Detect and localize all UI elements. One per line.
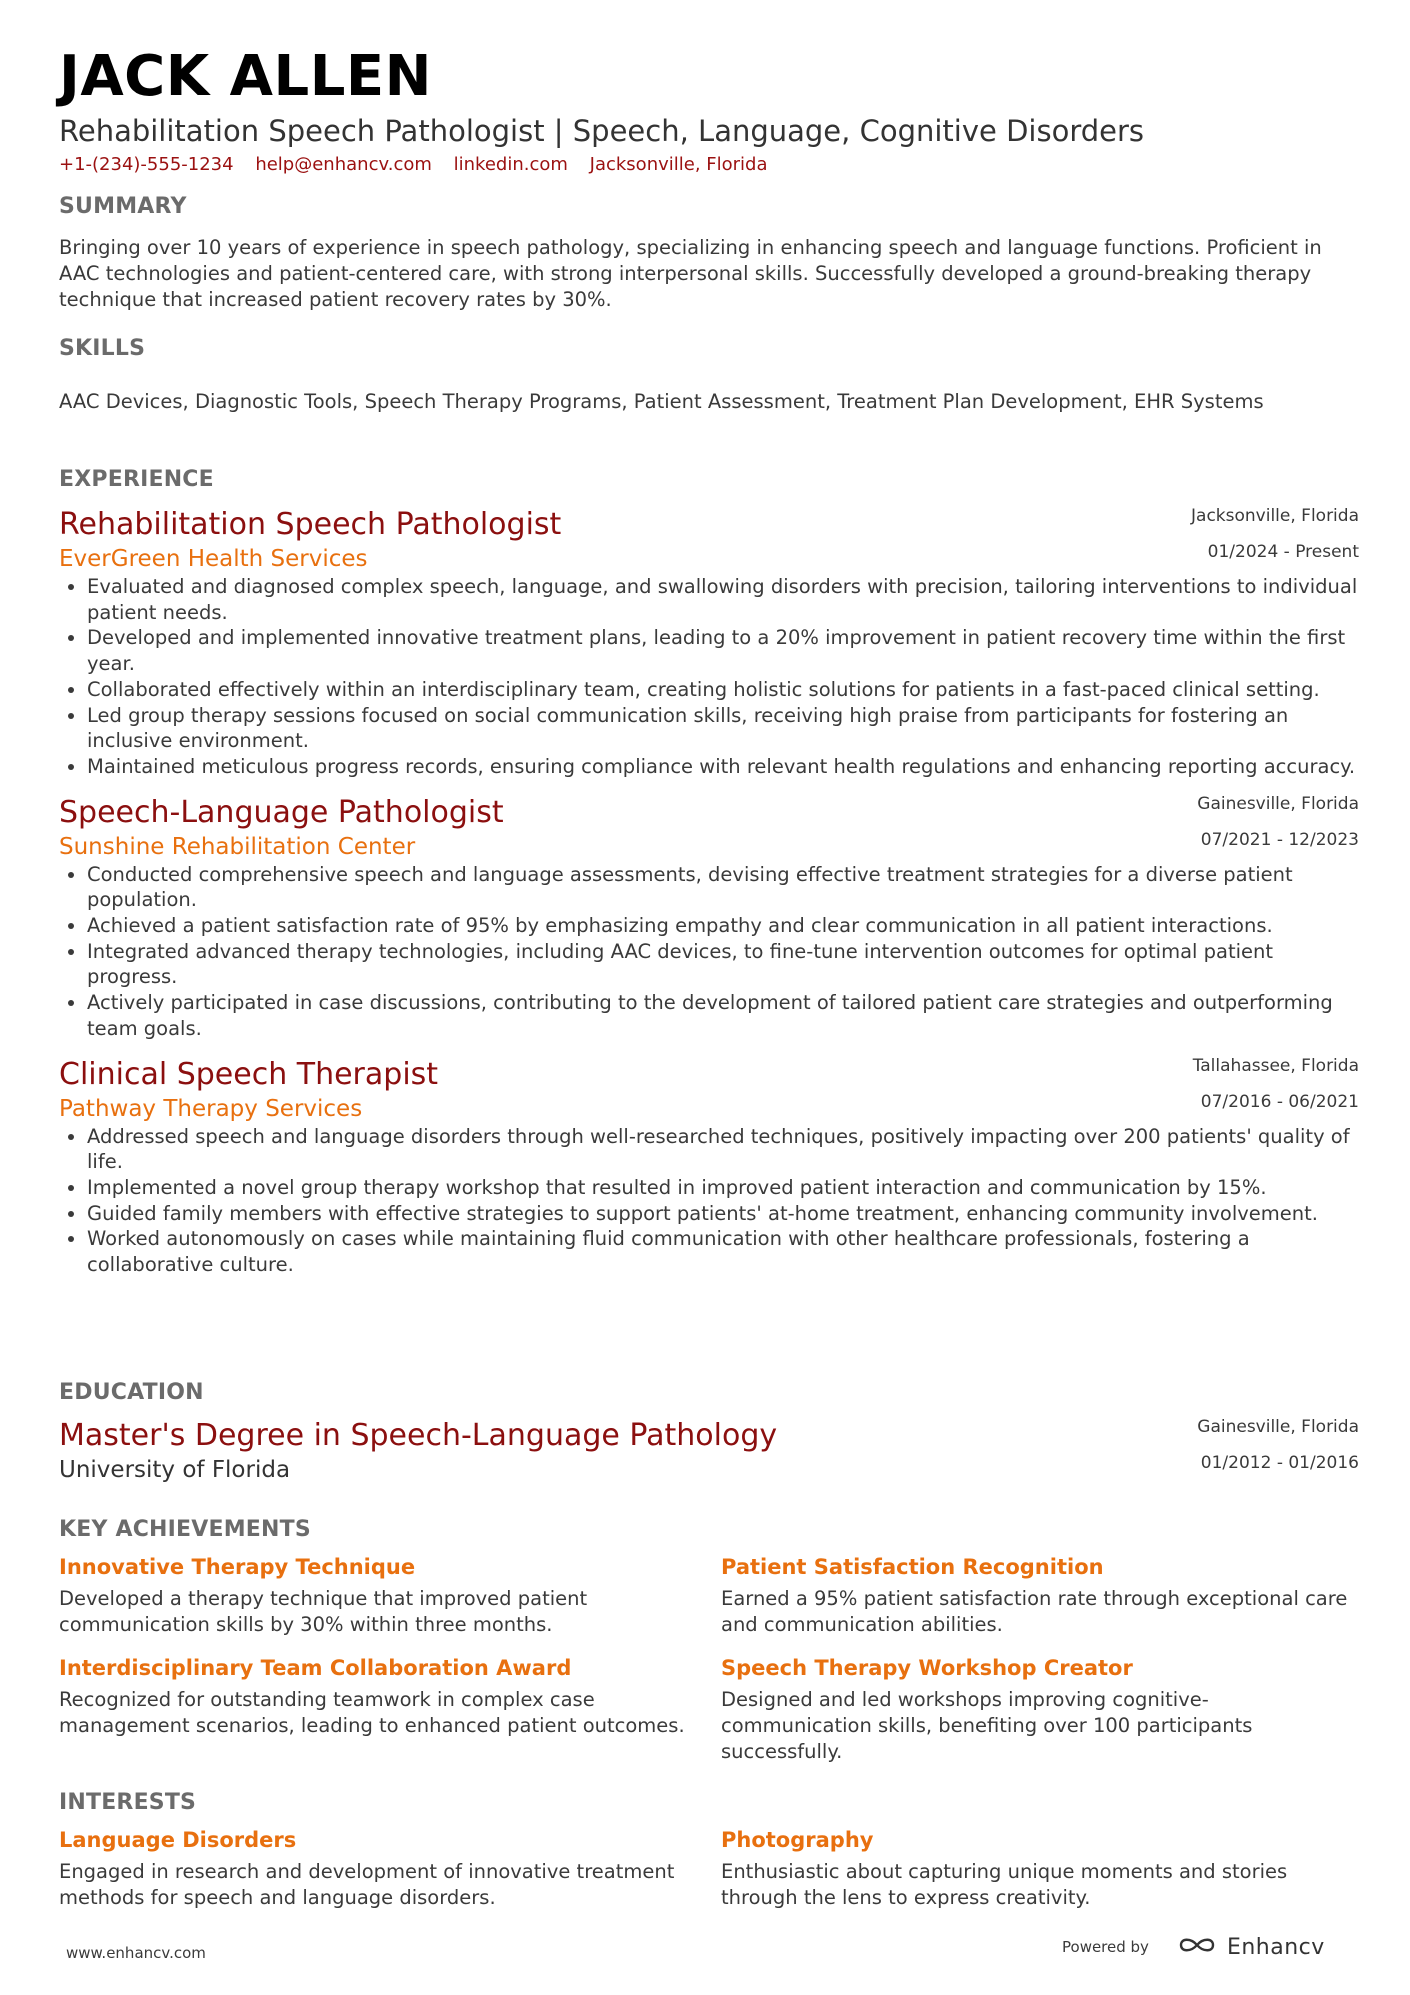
interest-item xyxy=(721,1825,1359,1910)
bullet-item: • Collaborated effectively within an interdisciplinary team, creating holistic solutions for patients in a fast-paced clinical setting. xyxy=(87,677,1359,703)
education-section xyxy=(59,1380,1359,1485)
job-location: Tallahassee, Florida xyxy=(1192,1055,1359,1076)
education-location: Gainesville, Florida xyxy=(1197,1417,1359,1437)
enhancv-logo-icon xyxy=(1175,1934,1219,1960)
interests-grid xyxy=(59,1825,1359,1926)
job-title: Rehabilitation Speech Pathologist xyxy=(59,507,562,542)
achievement-item xyxy=(59,1653,721,1764)
powered-by-label: Powered by xyxy=(1062,1938,1149,1956)
resume-page xyxy=(59,42,1359,1909)
summary-text: Bringing over 10 years of experience in speech pathology, specializing in enhancing speech and language functions. Proficient in AAC technologies and patient-centered care, with strong interpersonal skills. Successfully developed a ground-breaking therapy technique that increased patient recovery rates by 30%. xyxy=(59,236,1322,311)
phone-link[interactable]: +1-(234)-555-1234 xyxy=(59,154,234,175)
achievement-title: Interdisciplinary Team Collaboration Award xyxy=(59,1656,572,1681)
job-dates: 07/2016 - 06/2021 xyxy=(1200,1091,1359,1112)
achievement-desc: Designed and led workshops improving cognitive-communication skills, benefiting over 100 participants successfully. xyxy=(721,1688,1253,1763)
achievement-item xyxy=(721,1552,1359,1637)
job-entry xyxy=(59,1056,1359,1278)
bullet-item: • Led group therapy sessions focused on social communication skills, receiving high praise from participants for fostering an inclusive environment. xyxy=(87,703,1359,754)
bullet-item: • Implemented a novel group therapy workshop that resulted in improved patient interaction and communication by 15%. xyxy=(87,1175,1359,1201)
job-bullets xyxy=(59,574,1359,780)
education-entry xyxy=(59,1417,1359,1485)
job-title: Speech-Language Pathologist xyxy=(59,794,504,830)
bullet-item: • Addressed speech and language disorders through well-researched techniques, positively impacting over 200 patients' quality of life. xyxy=(87,1124,1359,1175)
experience-section xyxy=(59,467,1359,1278)
bullet-item: • Guided family members with effective strategies to support patients' at-home treatment, enhancing community involvement. xyxy=(87,1201,1359,1227)
skills-section xyxy=(59,336,1359,415)
enhancv-logo-text: Enhancv xyxy=(1226,1934,1325,1960)
enhancv-logo[interactable] xyxy=(1175,1934,1325,1960)
bullet-item: • Conducted comprehensive speech and language assessments, devising effective treatment strategies for a diverse patient population. xyxy=(87,862,1359,913)
location-text: Jacksonville, Florida xyxy=(589,154,768,175)
achievements-section xyxy=(59,1517,1359,1781)
achievement-title: Patient Satisfaction Recognition xyxy=(721,1555,1104,1579)
job-company: Sunshine Rehabilitation Center xyxy=(59,833,416,860)
section-title-experience: EXPERIENCE xyxy=(59,467,214,492)
job-dates: 07/2021 - 12/2023 xyxy=(1200,829,1359,850)
candidate-name: JACK ALLEN xyxy=(59,44,432,109)
interest-desc: Enthusiastic about capturing unique moments and stories through the lens to express creativity. xyxy=(721,1860,1288,1909)
achievement-item xyxy=(59,1552,721,1637)
skills-text: AAC Devices, Diagnostic Tools, Speech Therapy Programs, Patient Assessment, Treatment Plan Development, EHR Systems xyxy=(59,390,1264,413)
footer-website-link[interactable]: www.enhancv.com xyxy=(66,1944,206,1962)
bullet-item: • Achieved a patient satisfaction rate of 95% by emphasizing empathy and clear communication in all patient interactions. xyxy=(87,913,1359,939)
interest-title: Photography xyxy=(721,1828,874,1852)
headline: Rehabilitation Speech Pathologist | Speech, Language, Cognitive Disorders xyxy=(59,114,1145,148)
achievement-desc: Recognized for outstanding teamwork in complex case management scenarios, leading to enhanced patient outcomes. xyxy=(59,1688,685,1738)
job-location: Gainesville, Florida xyxy=(1197,793,1359,814)
linkedin-link[interactable]: linkedin.com xyxy=(453,154,568,175)
achievement-title: Innovative Therapy Technique xyxy=(59,1555,416,1579)
job-bullets xyxy=(59,862,1359,1042)
job-entry xyxy=(59,794,1359,1042)
interests-section xyxy=(59,1790,1359,1926)
bullet-item: • Worked autonomously on cases while maintaining fluid communication with other healthcare professionals, fostering a collaborative culture. xyxy=(87,1226,1359,1277)
job-dates: 01/2024 - Present xyxy=(1207,542,1359,562)
achievement-desc: Developed a therapy technique that improved patient communication skills by 30% within three months. xyxy=(59,1587,588,1636)
bullet-item: • Evaluated and diagnosed complex speech, language, and swallowing disorders with precision, tailoring interventions to individual patient needs. xyxy=(87,574,1359,625)
section-title-achievements: KEY ACHIEVEMENTS xyxy=(59,1517,311,1542)
bullet-item: • Integrated advanced therapy technologies, including AAC devices, to fine-tune intervention outcomes for optimal patient progress. xyxy=(87,939,1359,990)
interest-title: Language Disorders xyxy=(59,1828,297,1852)
achievement-desc: Earned a 95% patient satisfaction rate through exceptional care and communication abilities. xyxy=(721,1587,1348,1636)
section-title-interests: INTERESTS xyxy=(59,1790,197,1815)
footer-branding xyxy=(1062,1934,1325,1960)
school-name: University of Florida xyxy=(59,1457,291,1483)
education-dates: 01/2012 - 01/2016 xyxy=(1200,1453,1359,1473)
job-location: Jacksonville, Florida xyxy=(1191,506,1359,526)
degree-title: Master's Degree in Speech-Language Pathology xyxy=(59,1418,778,1453)
job-company: EverGreen Health Services xyxy=(59,546,368,572)
interest-item xyxy=(59,1825,721,1910)
interest-desc: Engaged in research and development of innovative treatment methods for speech and language disorders. xyxy=(59,1860,675,1909)
section-title-education: EDUCATION xyxy=(59,1380,204,1405)
bullet-item: • Actively participated in case discussions, contributing to the development of tailored patient care strategies and outperforming team goals. xyxy=(87,990,1359,1041)
job-company: Pathway Therapy Services xyxy=(59,1095,363,1122)
achievement-title: Speech Therapy Workshop Creator xyxy=(721,1656,1133,1681)
bullet-item: • Developed and implemented innovative treatment plans, leading to a 20% improvement in patient recovery time within the first year. xyxy=(87,625,1359,676)
summary-section xyxy=(59,194,1359,313)
achievements-grid xyxy=(59,1552,1359,1781)
job-bullets xyxy=(59,1124,1359,1278)
job-entry xyxy=(59,506,1359,780)
achievement-item xyxy=(721,1653,1359,1764)
job-title: Clinical Speech Therapist xyxy=(59,1056,439,1092)
section-title-skills: SKILLS xyxy=(59,336,146,361)
email-link[interactable]: help@enhancv.com xyxy=(255,154,432,175)
bullet-item: • Maintained meticulous progress records, ensuring compliance with relevant health regulations and enhancing reporting accuracy. xyxy=(87,754,1359,780)
section-title-summary: SUMMARY xyxy=(59,194,187,219)
contact-bar xyxy=(59,152,1359,178)
